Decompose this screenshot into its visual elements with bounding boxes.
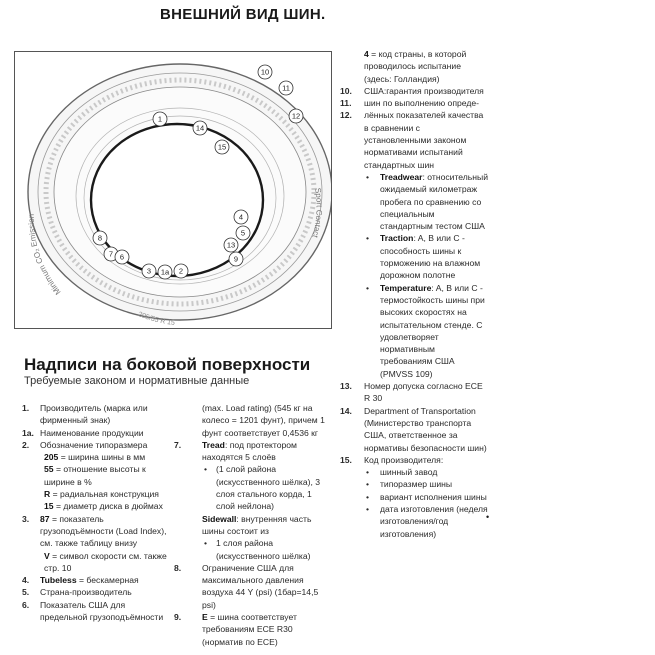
legend-sub-ratio: 55 = отношение высоты к ширине в % [44, 464, 146, 487]
callout-1 [153, 112, 167, 126]
svg-text:6: 6 [119, 252, 125, 262]
callout-12 [289, 109, 303, 123]
legend-traction: • Traction: A, B или C - способность шины к торможению на влажном дорожном полотне [366, 233, 481, 281]
svg-text:9: 9 [233, 254, 239, 264]
page-title: ВНЕШНИЙ ВИД ШИН. [160, 6, 326, 23]
legend-column-3 [340, 48, 488, 540]
callout-15 [215, 140, 229, 154]
legend-sidewall-bullet: • 1 слоя района (искусственного шёлка) [204, 538, 311, 561]
svg-text:12: 12 [291, 111, 301, 121]
legend-item-7: 7. Tread: под протектором находятся 5 слоёв [174, 439, 297, 463]
stray-mark: • [486, 512, 490, 522]
callout-1a [158, 265, 172, 279]
callout-2 [174, 264, 188, 278]
callout-9 [229, 252, 243, 266]
legend-item-6: 6. Показатель США для предельной грузоподъёмности [22, 599, 164, 623]
svg-text:5: 5 [240, 228, 246, 238]
tire-illustration [15, 52, 332, 329]
svg-text:2: 2 [178, 266, 184, 276]
sidewall-text-size: 205/55 R 15 [136, 310, 176, 327]
legend-item-9-continued: 4 = код страны, в которой проводилось испытание (здесь: Голландия) [364, 49, 467, 84]
svg-text:10: 10 [260, 67, 270, 77]
legend-item-9: 9. E = шина соответствует требованиям ECE R30 (норматив по ECE) [174, 612, 297, 647]
callout-8 [93, 231, 107, 245]
legend-sub-speed: V = символ скорости см. также стр. 10 [44, 550, 167, 573]
legend-item-15: 15. Код производителя: [340, 454, 444, 465]
callout-11 [279, 81, 293, 95]
legend-15-bullet-plant: • шинный завод [366, 467, 438, 478]
legend-treadwear: • Treadwear: относительный ожидаемый километраж пробега по сравнению со специальным стандартным тестом США [366, 171, 488, 232]
legend-sub-width: 205 = ширина шины в мм [44, 452, 146, 463]
legend-item-1: 1. Производитель (марка или фирменный знак) [22, 403, 148, 426]
legend-item-2: 2. Обозначение типоразмера [22, 439, 148, 450]
callout-4 [234, 210, 248, 224]
sidewall-text-sport: Sport Contact [310, 187, 324, 239]
legend-item-4: 4. Tubeless = бескамерная [22, 575, 139, 586]
legend-column-2 [174, 402, 332, 648]
callout-13 [224, 238, 238, 252]
svg-text:1a: 1a [160, 267, 170, 277]
legend-item-5: 5. Страна-производитель [22, 587, 132, 598]
legend-temperature: • Temperature: A, B или C - термостойкость шины при высоких скоростях на испытательном стенде. C удовлетворяет нормативным требованиям США (PMVSS 109) [366, 282, 485, 379]
svg-text:11: 11 [282, 83, 290, 93]
section-heading: Надписи на боковой поверхности [24, 355, 311, 374]
callout-6 [115, 250, 129, 264]
svg-text:4: 4 [238, 212, 244, 222]
legend-item-11: 11. шин по выполнению опреде- [340, 98, 480, 109]
legend-item-14: 14. Department of Transportation (Министерство транспорта США, ответственное за нормативы безопасности шин) [340, 405, 487, 453]
legend-15-bullet-variant: • вариант исполнения шины [366, 491, 487, 502]
svg-text:7: 7 [108, 249, 114, 259]
callout-5 [236, 226, 250, 240]
legend-sidewall: Sidewall: внутренняя часть шины состоит из [202, 513, 312, 536]
legend-item-1a: 1а. Наименование продукции [22, 427, 144, 438]
svg-text:15: 15 [217, 142, 227, 152]
legend-item-8: 8. Ограничение США для максимального давления воздуха 44 Y (psi) (1бар=14,5 psi) [174, 562, 319, 610]
legend-sub-diameter: 15 = диаметр диска в дюймах [44, 501, 163, 512]
legend-item-7-bullet: • (1 слой района (искусственного шёлка), 3 слоя стального корда, 1 слой нейлона) [204, 464, 321, 512]
callout-10 [258, 65, 272, 79]
legend-column-1 [22, 402, 172, 623]
legend-item-6-continued: (max. Load rating) (545 кг на колесо = 1201 фунт), причем 1 фунт соответствует 0,4536 кг [202, 403, 325, 438]
svg-text:8: 8 [97, 233, 103, 243]
legend-item-12: 12. лённых показателей качества в сравнении с установленными законом нормативами испытаний стандартных шин [340, 110, 484, 170]
svg-text:14: 14 [195, 123, 205, 133]
legend-item-3: 3. 87 = показатель грузоподъёмности (Load Index), см. также таблицу внизу [22, 513, 167, 549]
legend-15-bullet-date: • дата изготовления (неделя изготовления/год изготовления) [366, 503, 488, 539]
tire-sidewall-figure [14, 51, 332, 329]
svg-text:13: 13 [226, 240, 236, 250]
legend-15-bullet-size: • типоразмер шины [366, 479, 453, 490]
svg-text:1: 1 [157, 114, 163, 124]
legend-sub-radial: R = радиальная конструкция [44, 489, 159, 500]
callout-14 [193, 121, 207, 135]
svg-text:3: 3 [146, 266, 152, 276]
sidewall-text-emission: Minimum CO₂ Emission [26, 213, 63, 297]
legend-item-10: 10. США:гарантия производителя [340, 85, 484, 96]
legend-item-13: 13. Номер допуска согласно ECE R 30 [340, 381, 483, 404]
callout-3 [142, 264, 156, 278]
section-subheading: Требуемые законом и нормативные данные [24, 375, 250, 387]
